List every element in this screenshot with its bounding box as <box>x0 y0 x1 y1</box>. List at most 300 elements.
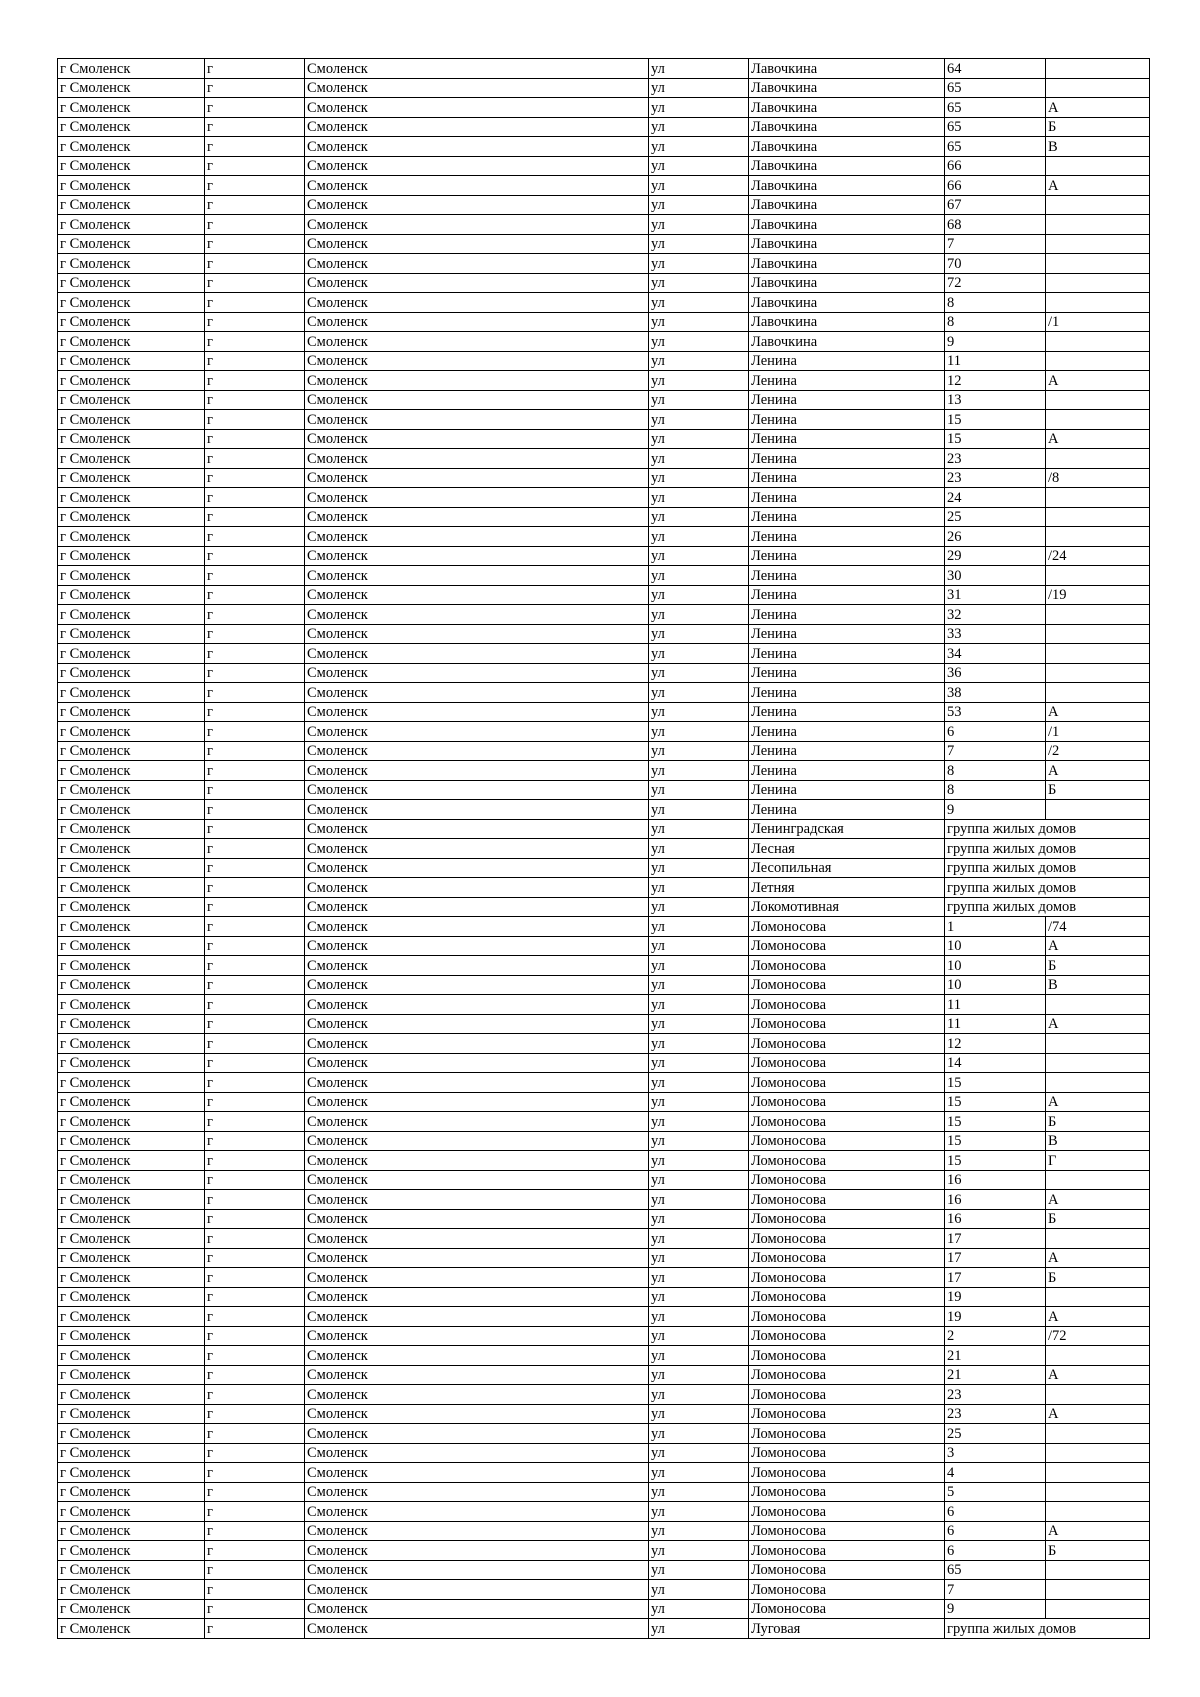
street-name-cell: Лавочкина <box>749 156 945 176</box>
settlement-type-cell: г <box>205 566 305 586</box>
building-group-cell: группа жилых домов <box>945 878 1150 898</box>
settlement-name-cell: Смоленск <box>305 1151 649 1171</box>
settlement-name-cell: Смоленск <box>305 449 649 469</box>
street-name-cell: Ленина <box>749 488 945 508</box>
address-sheet <box>57 58 1149 1639</box>
house-number-cell: 65 <box>945 1560 1046 1580</box>
table-row <box>58 1131 1150 1151</box>
house-suffix-cell: Б <box>1046 1209 1150 1229</box>
settlement-name-cell: Смоленск <box>305 761 649 781</box>
settlement-name-cell: Смоленск <box>305 312 649 332</box>
street-name-cell: Ленина <box>749 566 945 586</box>
street-type-cell: ул <box>649 1482 749 1502</box>
street-type-cell: ул <box>649 1151 749 1171</box>
house-number-cell: 6 <box>945 1541 1046 1561</box>
settlement-name-cell: Смоленск <box>305 566 649 586</box>
house-number-cell: 65 <box>945 78 1046 98</box>
street-type-cell: ул <box>649 1268 749 1288</box>
street-name-cell: Ленина <box>749 468 945 488</box>
city-cell: г Смоленск <box>58 59 205 79</box>
settlement-type-cell: г <box>205 1131 305 1151</box>
street-name-cell: Ленина <box>749 644 945 664</box>
table-row <box>58 975 1150 995</box>
street-name-cell: Лавочкина <box>749 332 945 352</box>
settlement-name-cell: Смоленск <box>305 1443 649 1463</box>
street-type-cell: ул <box>649 1404 749 1424</box>
settlement-type-cell: г <box>205 761 305 781</box>
street-name-cell: Ломоносова <box>749 1346 945 1366</box>
city-cell: г Смоленск <box>58 917 205 937</box>
settlement-name-cell: Смоленск <box>305 936 649 956</box>
table-row <box>58 566 1150 586</box>
street-type-cell: ул <box>649 1365 749 1385</box>
table-row <box>58 176 1150 196</box>
settlement-type-cell: г <box>205 273 305 293</box>
street-name-cell: Лавочкина <box>749 273 945 293</box>
table-row <box>58 1424 1150 1444</box>
city-cell: г Смоленск <box>58 1502 205 1522</box>
street-name-cell: Ломоносова <box>749 917 945 937</box>
house-suffix-cell <box>1046 1073 1150 1093</box>
house-number-cell: 33 <box>945 624 1046 644</box>
house-number-cell: 16 <box>945 1190 1046 1210</box>
street-type-cell: ул <box>649 98 749 118</box>
street-type-cell: ул <box>649 917 749 937</box>
table-row <box>58 936 1150 956</box>
settlement-type-cell: г <box>205 858 305 878</box>
house-number-cell: 34 <box>945 644 1046 664</box>
settlement-type-cell: г <box>205 1307 305 1327</box>
city-cell: г Смоленск <box>58 234 205 254</box>
street-name-cell: Ломоносова <box>749 1404 945 1424</box>
house-suffix-cell: Б <box>1046 780 1150 800</box>
settlement-type-cell: г <box>205 1151 305 1171</box>
street-type-cell: ул <box>649 663 749 683</box>
street-type-cell: ул <box>649 410 749 430</box>
house-suffix-cell <box>1046 351 1150 371</box>
table-row <box>58 156 1150 176</box>
settlement-type-cell: г <box>205 1170 305 1190</box>
street-name-cell: Ломоносова <box>749 1365 945 1385</box>
table-row <box>58 819 1150 839</box>
street-type-cell: ул <box>649 644 749 664</box>
house-number-cell: 53 <box>945 702 1046 722</box>
settlement-name-cell: Смоленск <box>305 78 649 98</box>
house-number-cell: 8 <box>945 780 1046 800</box>
street-type-cell: ул <box>649 741 749 761</box>
table-row <box>58 1248 1150 1268</box>
city-cell: г Смоленск <box>58 215 205 235</box>
settlement-name-cell: Смоленск <box>305 995 649 1015</box>
city-cell: г Смоленск <box>58 1287 205 1307</box>
settlement-name-cell: Смоленск <box>305 605 649 625</box>
house-suffix-cell <box>1046 410 1150 430</box>
street-type-cell: ул <box>649 605 749 625</box>
house-number-cell: 23 <box>945 449 1046 469</box>
settlement-type-cell: г <box>205 663 305 683</box>
settlement-type-cell: г <box>205 1346 305 1366</box>
city-cell: г Смоленск <box>58 1560 205 1580</box>
table-row <box>58 1346 1150 1366</box>
house-number-cell: 7 <box>945 234 1046 254</box>
street-name-cell: Ленина <box>749 449 945 469</box>
city-cell: г Смоленск <box>58 858 205 878</box>
settlement-name-cell: Смоленск <box>305 1268 649 1288</box>
house-suffix-cell <box>1046 1599 1150 1619</box>
settlement-name-cell: Смоленск <box>305 156 649 176</box>
settlement-name-cell: Смоленск <box>305 975 649 995</box>
city-cell: г Смоленск <box>58 839 205 859</box>
settlement-name-cell: Смоленск <box>305 858 649 878</box>
street-name-cell: Ломоносова <box>749 1326 945 1346</box>
house-number-cell: 70 <box>945 254 1046 274</box>
city-cell: г Смоленск <box>58 293 205 313</box>
house-number-cell: 7 <box>945 1580 1046 1600</box>
house-number-cell: 13 <box>945 390 1046 410</box>
house-suffix-cell <box>1046 1443 1150 1463</box>
settlement-type-cell: г <box>205 1560 305 1580</box>
table-row <box>58 780 1150 800</box>
settlement-name-cell: Смоленск <box>305 722 649 742</box>
house-number-cell: 19 <box>945 1287 1046 1307</box>
table-row <box>58 644 1150 664</box>
street-type-cell: ул <box>649 1560 749 1580</box>
settlement-type-cell: г <box>205 1482 305 1502</box>
settlement-name-cell: Смоленск <box>305 878 649 898</box>
street-type-cell: ул <box>649 1424 749 1444</box>
settlement-name-cell: Смоленск <box>305 702 649 722</box>
settlement-name-cell: Смоленск <box>305 507 649 527</box>
house-number-cell: 9 <box>945 800 1046 820</box>
city-cell: г Смоленск <box>58 1443 205 1463</box>
street-name-cell: Ломоносова <box>749 1580 945 1600</box>
settlement-type-cell: г <box>205 176 305 196</box>
table-row <box>58 1014 1150 1034</box>
street-type-cell: ул <box>649 819 749 839</box>
settlement-name-cell: Смоленск <box>305 273 649 293</box>
table-row <box>58 800 1150 820</box>
city-cell: г Смоленск <box>58 683 205 703</box>
house-suffix-cell <box>1046 488 1150 508</box>
house-number-cell: 6 <box>945 722 1046 742</box>
building-group-cell: группа жилых домов <box>945 1619 1150 1639</box>
settlement-type-cell: г <box>205 1619 305 1639</box>
house-number-cell: 36 <box>945 663 1046 683</box>
table-row <box>58 1482 1150 1502</box>
house-number-cell: 72 <box>945 273 1046 293</box>
settlement-name-cell: Смоленск <box>305 624 649 644</box>
city-cell: г Смоленск <box>58 1599 205 1619</box>
table-row <box>58 468 1150 488</box>
house-suffix-cell <box>1046 234 1150 254</box>
table-row <box>58 1326 1150 1346</box>
settlement-type-cell: г <box>205 605 305 625</box>
house-number-cell: 24 <box>945 488 1046 508</box>
settlement-type-cell: г <box>205 897 305 917</box>
settlement-type-cell: г <box>205 546 305 566</box>
house-suffix-cell <box>1046 195 1150 215</box>
house-suffix-cell: Г <box>1046 1151 1150 1171</box>
city-cell: г Смоленск <box>58 1326 205 1346</box>
table-row <box>58 702 1150 722</box>
street-name-cell: Ломоносова <box>749 1248 945 1268</box>
table-row <box>58 449 1150 469</box>
settlement-name-cell: Смоленск <box>305 1560 649 1580</box>
street-name-cell: Ленина <box>749 722 945 742</box>
house-suffix-cell <box>1046 566 1150 586</box>
settlement-name-cell: Смоленск <box>305 1131 649 1151</box>
table-row <box>58 1268 1150 1288</box>
table-row <box>58 1307 1150 1327</box>
house-number-cell: 23 <box>945 1385 1046 1405</box>
city-cell: г Смоленск <box>58 254 205 274</box>
house-suffix-cell: А <box>1046 176 1150 196</box>
house-number-cell: 66 <box>945 176 1046 196</box>
city-cell: г Смоленск <box>58 117 205 137</box>
table-row <box>58 78 1150 98</box>
table-row <box>58 1151 1150 1171</box>
settlement-type-cell: г <box>205 1541 305 1561</box>
street-type-cell: ул <box>649 1112 749 1132</box>
house-number-cell: 11 <box>945 351 1046 371</box>
settlement-name-cell: Смоленск <box>305 819 649 839</box>
house-suffix-cell <box>1046 273 1150 293</box>
city-cell: г Смоленск <box>58 878 205 898</box>
street-name-cell: Ломоносова <box>749 1541 945 1561</box>
settlement-type-cell: г <box>205 234 305 254</box>
house-number-cell: 65 <box>945 117 1046 137</box>
table-row <box>58 273 1150 293</box>
street-name-cell: Ленина <box>749 585 945 605</box>
city-cell: г Смоленск <box>58 819 205 839</box>
street-name-cell: Ломоносова <box>749 1385 945 1405</box>
house-number-cell: 9 <box>945 332 1046 352</box>
city-cell: г Смоленск <box>58 1580 205 1600</box>
street-name-cell: Ломоносова <box>749 1424 945 1444</box>
street-type-cell: ул <box>649 780 749 800</box>
street-type-cell: ул <box>649 585 749 605</box>
street-name-cell: Ломоносова <box>749 1190 945 1210</box>
city-cell: г Смоленск <box>58 332 205 352</box>
house-suffix-cell: В <box>1046 1131 1150 1151</box>
street-name-cell: Ленина <box>749 351 945 371</box>
settlement-type-cell: г <box>205 683 305 703</box>
house-number-cell: 15 <box>945 1131 1046 1151</box>
street-name-cell: Ломоносова <box>749 1502 945 1522</box>
settlement-type-cell: г <box>205 1112 305 1132</box>
city-cell: г Смоленск <box>58 741 205 761</box>
house-number-cell: 14 <box>945 1053 1046 1073</box>
settlement-type-cell: г <box>205 1034 305 1054</box>
house-suffix-cell: А <box>1046 1404 1150 1424</box>
house-number-cell: 15 <box>945 1092 1046 1112</box>
table-row <box>58 858 1150 878</box>
street-type-cell: ул <box>649 1014 749 1034</box>
city-cell: г Смоленск <box>58 1131 205 1151</box>
city-cell: г Смоленск <box>58 312 205 332</box>
street-type-cell: ул <box>649 351 749 371</box>
settlement-type-cell: г <box>205 975 305 995</box>
house-number-cell: 1 <box>945 917 1046 937</box>
street-type-cell: ул <box>649 332 749 352</box>
house-number-cell: 8 <box>945 312 1046 332</box>
table-row <box>58 410 1150 430</box>
settlement-type-cell: г <box>205 488 305 508</box>
house-suffix-cell <box>1046 995 1150 1015</box>
settlement-type-cell: г <box>205 293 305 313</box>
table-row <box>58 1170 1150 1190</box>
settlement-type-cell: г <box>205 1404 305 1424</box>
settlement-name-cell: Смоленск <box>305 527 649 547</box>
city-cell: г Смоленск <box>58 1619 205 1639</box>
city-cell: г Смоленск <box>58 702 205 722</box>
city-cell: г Смоленск <box>58 410 205 430</box>
house-number-cell: 23 <box>945 468 1046 488</box>
house-number-cell: 21 <box>945 1365 1046 1385</box>
house-suffix-cell: А <box>1046 1521 1150 1541</box>
house-suffix-cell <box>1046 605 1150 625</box>
house-number-cell: 32 <box>945 605 1046 625</box>
house-suffix-cell: А <box>1046 702 1150 722</box>
city-cell: г Смоленск <box>58 995 205 1015</box>
street-type-cell: ул <box>649 254 749 274</box>
street-type-cell: ул <box>649 1580 749 1600</box>
house-number-cell: 66 <box>945 156 1046 176</box>
street-type-cell: ул <box>649 78 749 98</box>
house-number-cell: 8 <box>945 293 1046 313</box>
settlement-type-cell: г <box>205 468 305 488</box>
house-suffix-cell <box>1046 332 1150 352</box>
house-number-cell: 16 <box>945 1170 1046 1190</box>
street-name-cell: Ленина <box>749 429 945 449</box>
house-number-cell: 38 <box>945 683 1046 703</box>
settlement-type-cell: г <box>205 410 305 430</box>
street-name-cell: Ломоносова <box>749 1209 945 1229</box>
table-row <box>58 98 1150 118</box>
settlement-name-cell: Смоленск <box>305 1365 649 1385</box>
house-suffix-cell: /1 <box>1046 722 1150 742</box>
house-suffix-cell <box>1046 59 1150 79</box>
settlement-name-cell: Смоленск <box>305 1053 649 1073</box>
street-type-cell: ул <box>649 488 749 508</box>
settlement-type-cell: г <box>205 1463 305 1483</box>
settlement-name-cell: Смоленск <box>305 1404 649 1424</box>
table-row <box>58 1287 1150 1307</box>
settlement-name-cell: Смоленск <box>305 59 649 79</box>
table-row <box>58 429 1150 449</box>
table-row <box>58 351 1150 371</box>
city-cell: г Смоленск <box>58 78 205 98</box>
street-name-cell: Лавочкина <box>749 98 945 118</box>
settlement-type-cell: г <box>205 624 305 644</box>
street-type-cell: ул <box>649 1248 749 1268</box>
settlement-name-cell: Смоленск <box>305 1229 649 1249</box>
house-suffix-cell <box>1046 507 1150 527</box>
street-name-cell: Лавочкина <box>749 117 945 137</box>
city-cell: г Смоленск <box>58 176 205 196</box>
settlement-name-cell: Смоленск <box>305 956 649 976</box>
settlement-name-cell: Смоленск <box>305 683 649 703</box>
street-name-cell: Ломоносова <box>749 1073 945 1093</box>
settlement-type-cell: г <box>205 839 305 859</box>
street-type-cell: ул <box>649 878 749 898</box>
house-suffix-cell: А <box>1046 1248 1150 1268</box>
city-cell: г Смоленск <box>58 1424 205 1444</box>
house-number-cell: 65 <box>945 98 1046 118</box>
settlement-type-cell: г <box>205 917 305 937</box>
settlement-type-cell: г <box>205 1287 305 1307</box>
street-name-cell: Ломоносова <box>749 995 945 1015</box>
table-row <box>58 254 1150 274</box>
street-type-cell: ул <box>649 1053 749 1073</box>
settlement-name-cell: Смоленск <box>305 1112 649 1132</box>
house-suffix-cell: Б <box>1046 117 1150 137</box>
settlement-type-cell: г <box>205 429 305 449</box>
house-number-cell: 31 <box>945 585 1046 605</box>
house-suffix-cell <box>1046 800 1150 820</box>
settlement-type-cell: г <box>205 1521 305 1541</box>
table-row <box>58 390 1150 410</box>
house-number-cell: 25 <box>945 1424 1046 1444</box>
city-cell: г Смоленск <box>58 390 205 410</box>
house-suffix-cell <box>1046 1034 1150 1054</box>
street-name-cell: Ломоносова <box>749 975 945 995</box>
settlement-type-cell: г <box>205 1326 305 1346</box>
settlement-type-cell: г <box>205 215 305 235</box>
street-name-cell: Ломоносова <box>749 1443 945 1463</box>
settlement-name-cell: Смоленск <box>305 1014 649 1034</box>
house-suffix-cell: В <box>1046 137 1150 157</box>
street-name-cell: Ленина <box>749 624 945 644</box>
house-suffix-cell: Б <box>1046 1112 1150 1132</box>
settlement-type-cell: г <box>205 644 305 664</box>
settlement-name-cell: Смоленск <box>305 1190 649 1210</box>
house-number-cell: 9 <box>945 1599 1046 1619</box>
street-type-cell: ул <box>649 722 749 742</box>
house-number-cell: 15 <box>945 429 1046 449</box>
city-cell: г Смоленск <box>58 1229 205 1249</box>
city-cell: г Смоленск <box>58 1482 205 1502</box>
street-name-cell: Ленина <box>749 605 945 625</box>
settlement-name-cell: Смоленск <box>305 351 649 371</box>
street-name-cell: Ломоносова <box>749 1287 945 1307</box>
house-number-cell: 12 <box>945 371 1046 391</box>
building-group-cell: группа жилых домов <box>945 819 1150 839</box>
street-type-cell: ул <box>649 858 749 878</box>
city-cell: г Смоленск <box>58 761 205 781</box>
street-type-cell: ул <box>649 1170 749 1190</box>
settlement-name-cell: Смоленск <box>305 137 649 157</box>
city-cell: г Смоленск <box>58 137 205 157</box>
city-cell: г Смоленск <box>58 1541 205 1561</box>
table-row <box>58 1521 1150 1541</box>
city-cell: г Смоленск <box>58 566 205 586</box>
house-number-cell: 25 <box>945 507 1046 527</box>
street-type-cell: ул <box>649 195 749 215</box>
settlement-name-cell: Смоленск <box>305 917 649 937</box>
street-name-cell: Летняя <box>749 878 945 898</box>
settlement-name-cell: Смоленск <box>305 410 649 430</box>
street-type-cell: ул <box>649 975 749 995</box>
house-suffix-cell <box>1046 293 1150 313</box>
house-suffix-cell <box>1046 1502 1150 1522</box>
settlement-name-cell: Смоленск <box>305 1307 649 1327</box>
street-type-cell: ул <box>649 800 749 820</box>
settlement-name-cell: Смоленск <box>305 546 649 566</box>
city-cell: г Смоленск <box>58 722 205 742</box>
city-cell: г Смоленск <box>58 1073 205 1093</box>
city-cell: г Смоленск <box>58 98 205 118</box>
